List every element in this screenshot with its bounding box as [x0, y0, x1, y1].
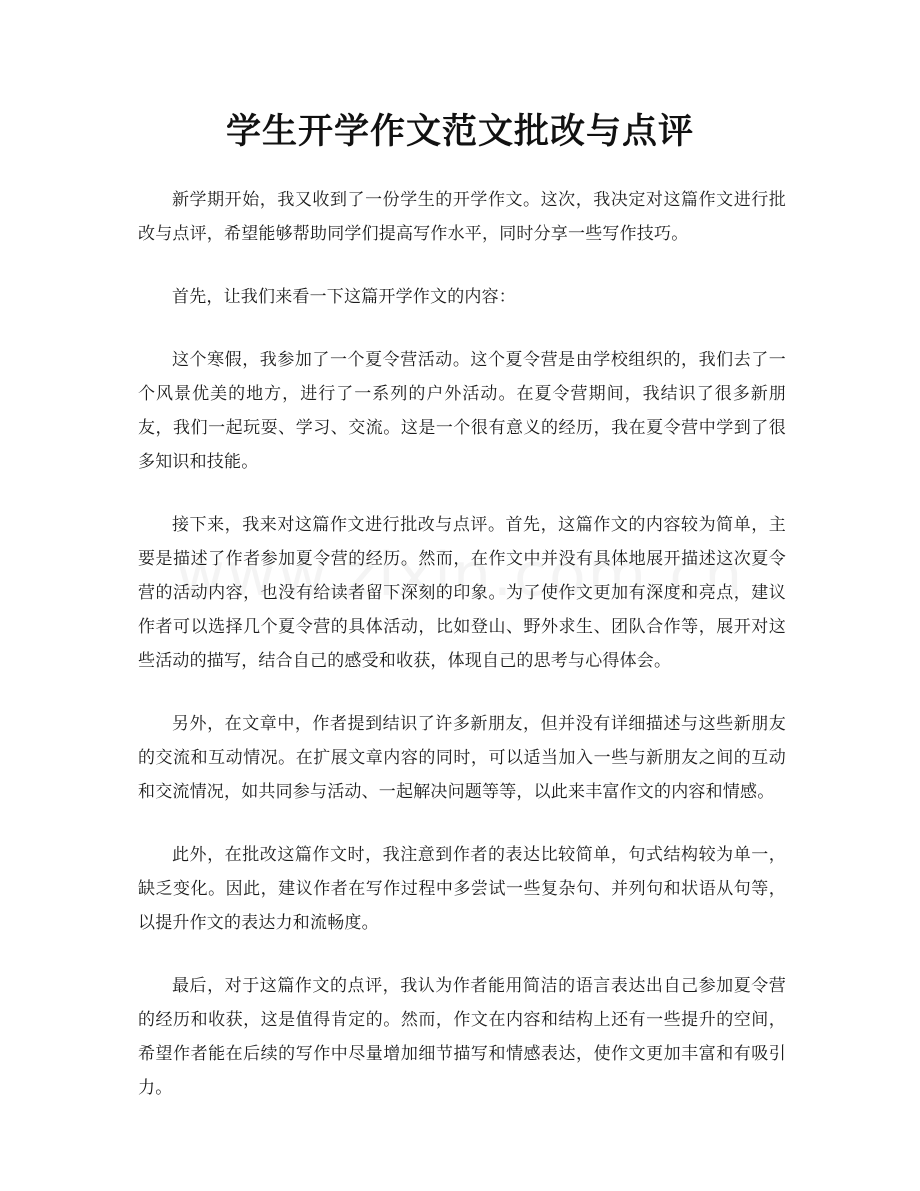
paragraph: 新学期开始，我又收到了一份学生的开学作文。这次，我决定对这篇作文进行批改与点评，希望能够帮助同学们提高写作水平，同时分享一些写作技巧。	[138, 190, 786, 244]
document-body	[138, 183, 786, 1134]
document-title: 学生开学作文范文批改与点评	[225, 112, 694, 152]
paragraph: 接下来，我来对这篇作文进行批改与点评。首先，这篇作文的内容较为简单，主要是描述了作者参加夏令营的经历。然而，在作文中并没有具体地展开描述这次夏令营的活动内容，也没有给读者留下深刻的印象。为了使作文更加有深度和亮点，建议作者可以选择几个夏令营的具体活动，比如登山、野外求生、团队合作等，展开对这些活动的描写，结合自己的感受和收获，体现自己的思考与心得体会。	[138, 515, 786, 671]
paragraph: 首先，让我们来看一下这篇开学作文的内容：	[172, 287, 516, 307]
paragraph: 另外，在文章中，作者提到结识了许多新朋友，但并没有详细描述与这些新朋友的交流和互动情况。在扩展文章内容的同时，可以适当加入一些与新朋友之间的互动和交流情况，如共同参与活动、一起解决问题等等，以此来丰富作文的内容和情感。	[138, 714, 786, 802]
paragraph: 这个寒假，我参加了一个夏令营活动。这个夏令营是由学校组织的，我们去了一个风景优美的地方，进行了一系列的户外活动。在夏令营期间，我结识了很多新朋友，我们一起玩耍、学习、交流。这是一个很有意义的经历，我在夏令营中学到了很多知识和技能。	[138, 350, 786, 472]
paragraph: 最后，对于这篇作文的点评，我认为作者能用简洁的语言表达出自己参加夏令营的经历和收获，这是值得肯定的。然而，作文在内容和结构上还有一些提升的空间，希望作者能在后续的写作中尽量增加细节描写和情感表达，使作文更加丰富和有吸引力。	[138, 976, 786, 1098]
paragraph: 此外，在批改这篇作文时，我注意到作者的表达比较简单，句式结构较为单一，缺乏变化。因此，建议作者在写作过程中多尝试一些复杂句、并列句和状语从句等，以提升作文的表达力和流畅度。	[138, 845, 786, 933]
